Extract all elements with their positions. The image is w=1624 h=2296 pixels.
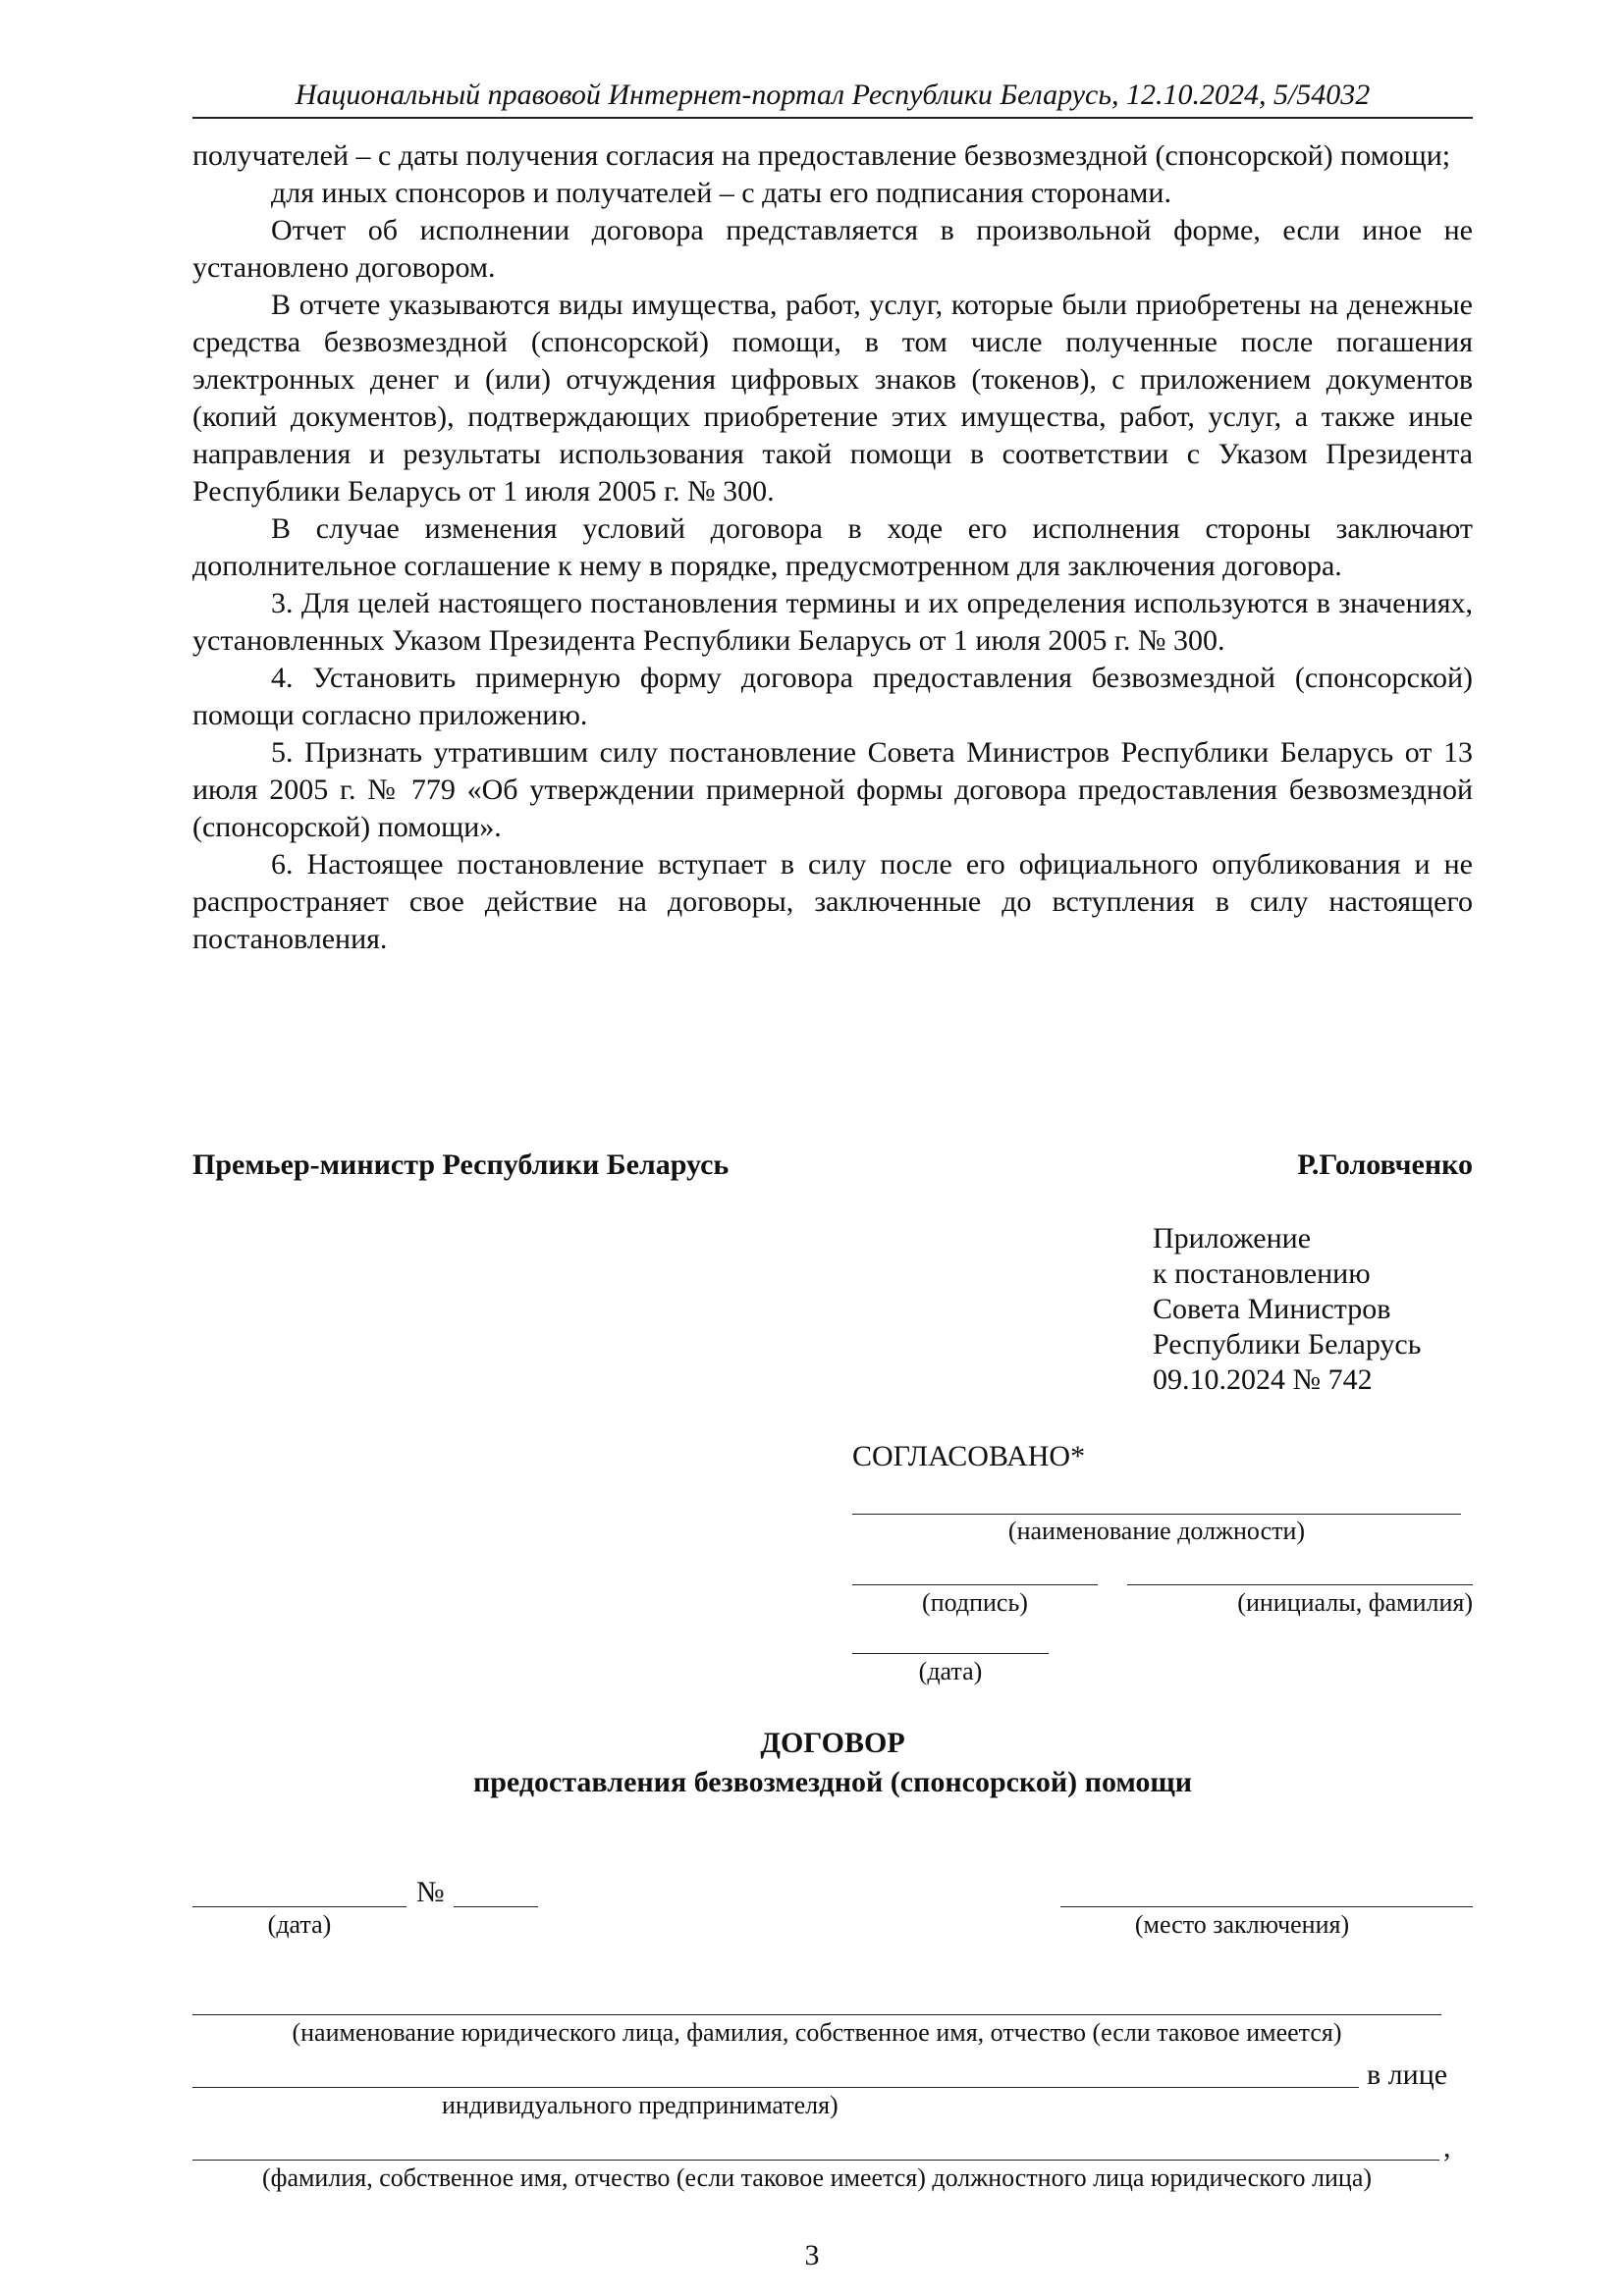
trailing-comma: , xyxy=(1443,2131,1451,2163)
initials-caption: (инициалы, фамилия) xyxy=(1237,1588,1473,1617)
paragraph: Отчет об исполнении договора представляется в произвольной форме, если иное не установлено договором. xyxy=(192,214,1473,284)
contract-date-blank-line xyxy=(192,1906,406,1907)
portal-header: Национальный правовой Интернет-портал Республики Беларусь, 12.10.2024, 5/54032 xyxy=(295,79,1371,111)
representative-blank-line xyxy=(192,2087,1359,2088)
place-caption: (место заключения) xyxy=(1134,1910,1350,1939)
paragraph: 6. Настоящее постановление вступает в силу после его официального опубликования и не распространяет свое действие на договоры, заключенные до вступления в силу настоящего постановления. xyxy=(192,848,1473,955)
contract-subtitle: предоставления безвозмездной (спонсорской) помощи xyxy=(472,1766,1193,1798)
appendix-note xyxy=(1153,1221,1421,1398)
appendix-line: Республики Беларусь xyxy=(1153,1328,1422,1361)
appendix-line: Приложение xyxy=(1153,1222,1312,1255)
appendix-line: 09.10.2024 № 742 xyxy=(1153,1363,1373,1396)
signatory-name: Р.Головченко xyxy=(1297,1148,1473,1181)
contract-title: ДОГОВОР xyxy=(760,1727,905,1759)
paragraph: В отчете указываются виды имущества, работ, услуг, которые были приобретены на денежные средства безвозмездной (спонсорской) помощи, в том числе полученные после погашения электронных денег и (или) отчуждения цифровых знаков (токенов), с приложением документов (копий документов), подтверждающих приобретение этих имущества, работ, услуг, а также иные направления и результаты использования такой помощи в соответствии с Указом Президента Республики Беларусь от 1 июля 2005 г. № 300. xyxy=(192,289,1473,507)
date-blank-line xyxy=(852,1653,1049,1654)
signatory-position: Премьер-министр Республики Беларусь xyxy=(192,1148,730,1181)
initials-blank-line xyxy=(1127,1584,1473,1585)
header-rule xyxy=(192,117,1473,119)
contract-number-blank-line xyxy=(454,1906,538,1907)
official-blank-line xyxy=(192,2160,1439,2161)
place-blank-line xyxy=(1060,1906,1473,1907)
signature-caption: (подпись) xyxy=(922,1588,1028,1617)
paragraph: получателей – с даты получения согласия на предоставление безвозмездной (спонсорской) помощи; xyxy=(192,139,1451,172)
position-blank-line xyxy=(852,1514,1461,1515)
party-caption: (наименование юридического лица, фамилия, собственное имя, отчество (если таковое имеется) xyxy=(292,2018,1342,2047)
official-caption: (фамилия, собственное имя, отчество (если таковое имеется) должностного лица юридического лица) xyxy=(261,2163,1373,2192)
entrepreneur-caption: индивидуального предпринимателя) xyxy=(442,2091,839,2119)
agreed-label: СОГЛАСОВАНО* xyxy=(852,1440,1086,1472)
appendix-line: Совета Министров xyxy=(1153,1293,1391,1325)
paragraph: для иных спонсоров и получателей – с даты его подписания сторонами. xyxy=(271,177,1171,209)
paragraph: В случае изменения условий договора в ходе его исполнения стороны заключают дополнительное соглашение к нему в порядке, предусмотренном для заключения договора. xyxy=(192,512,1473,582)
date-caption: (дата) xyxy=(918,1657,983,1685)
contract-date-caption: (дата) xyxy=(267,1910,332,1939)
in-person-label: в лице xyxy=(1367,2058,1448,2091)
party-blank-line xyxy=(192,2014,1441,2015)
signature-blank-line xyxy=(852,1584,1098,1585)
paragraph: 3. Для целей настоящего постановления термины и их определения используются в значениях, установленных Указом Президента Республики Беларусь от 1 июля 2005 г. № 300. xyxy=(192,587,1473,657)
page-number: 3 xyxy=(804,2239,820,2271)
appendix-line: к постановлению xyxy=(1153,1257,1371,1290)
contract-number-sign: № xyxy=(416,1876,445,1908)
position-caption: (наименование должности) xyxy=(1007,1517,1306,1545)
paragraph: 4. Установить примерную форму договора предоставления безвозмездной (спонсорской) помощи согласно приложению. xyxy=(192,662,1473,731)
document-body xyxy=(192,137,1473,958)
paragraph: 5. Признать утратившим силу постановление Совета Министров Республики Беларусь от 13 июля 2005 г. № 779 «Об утверждении примерной формы договора предоставления безвозмездной (спонсорской) помощи». xyxy=(192,736,1473,843)
